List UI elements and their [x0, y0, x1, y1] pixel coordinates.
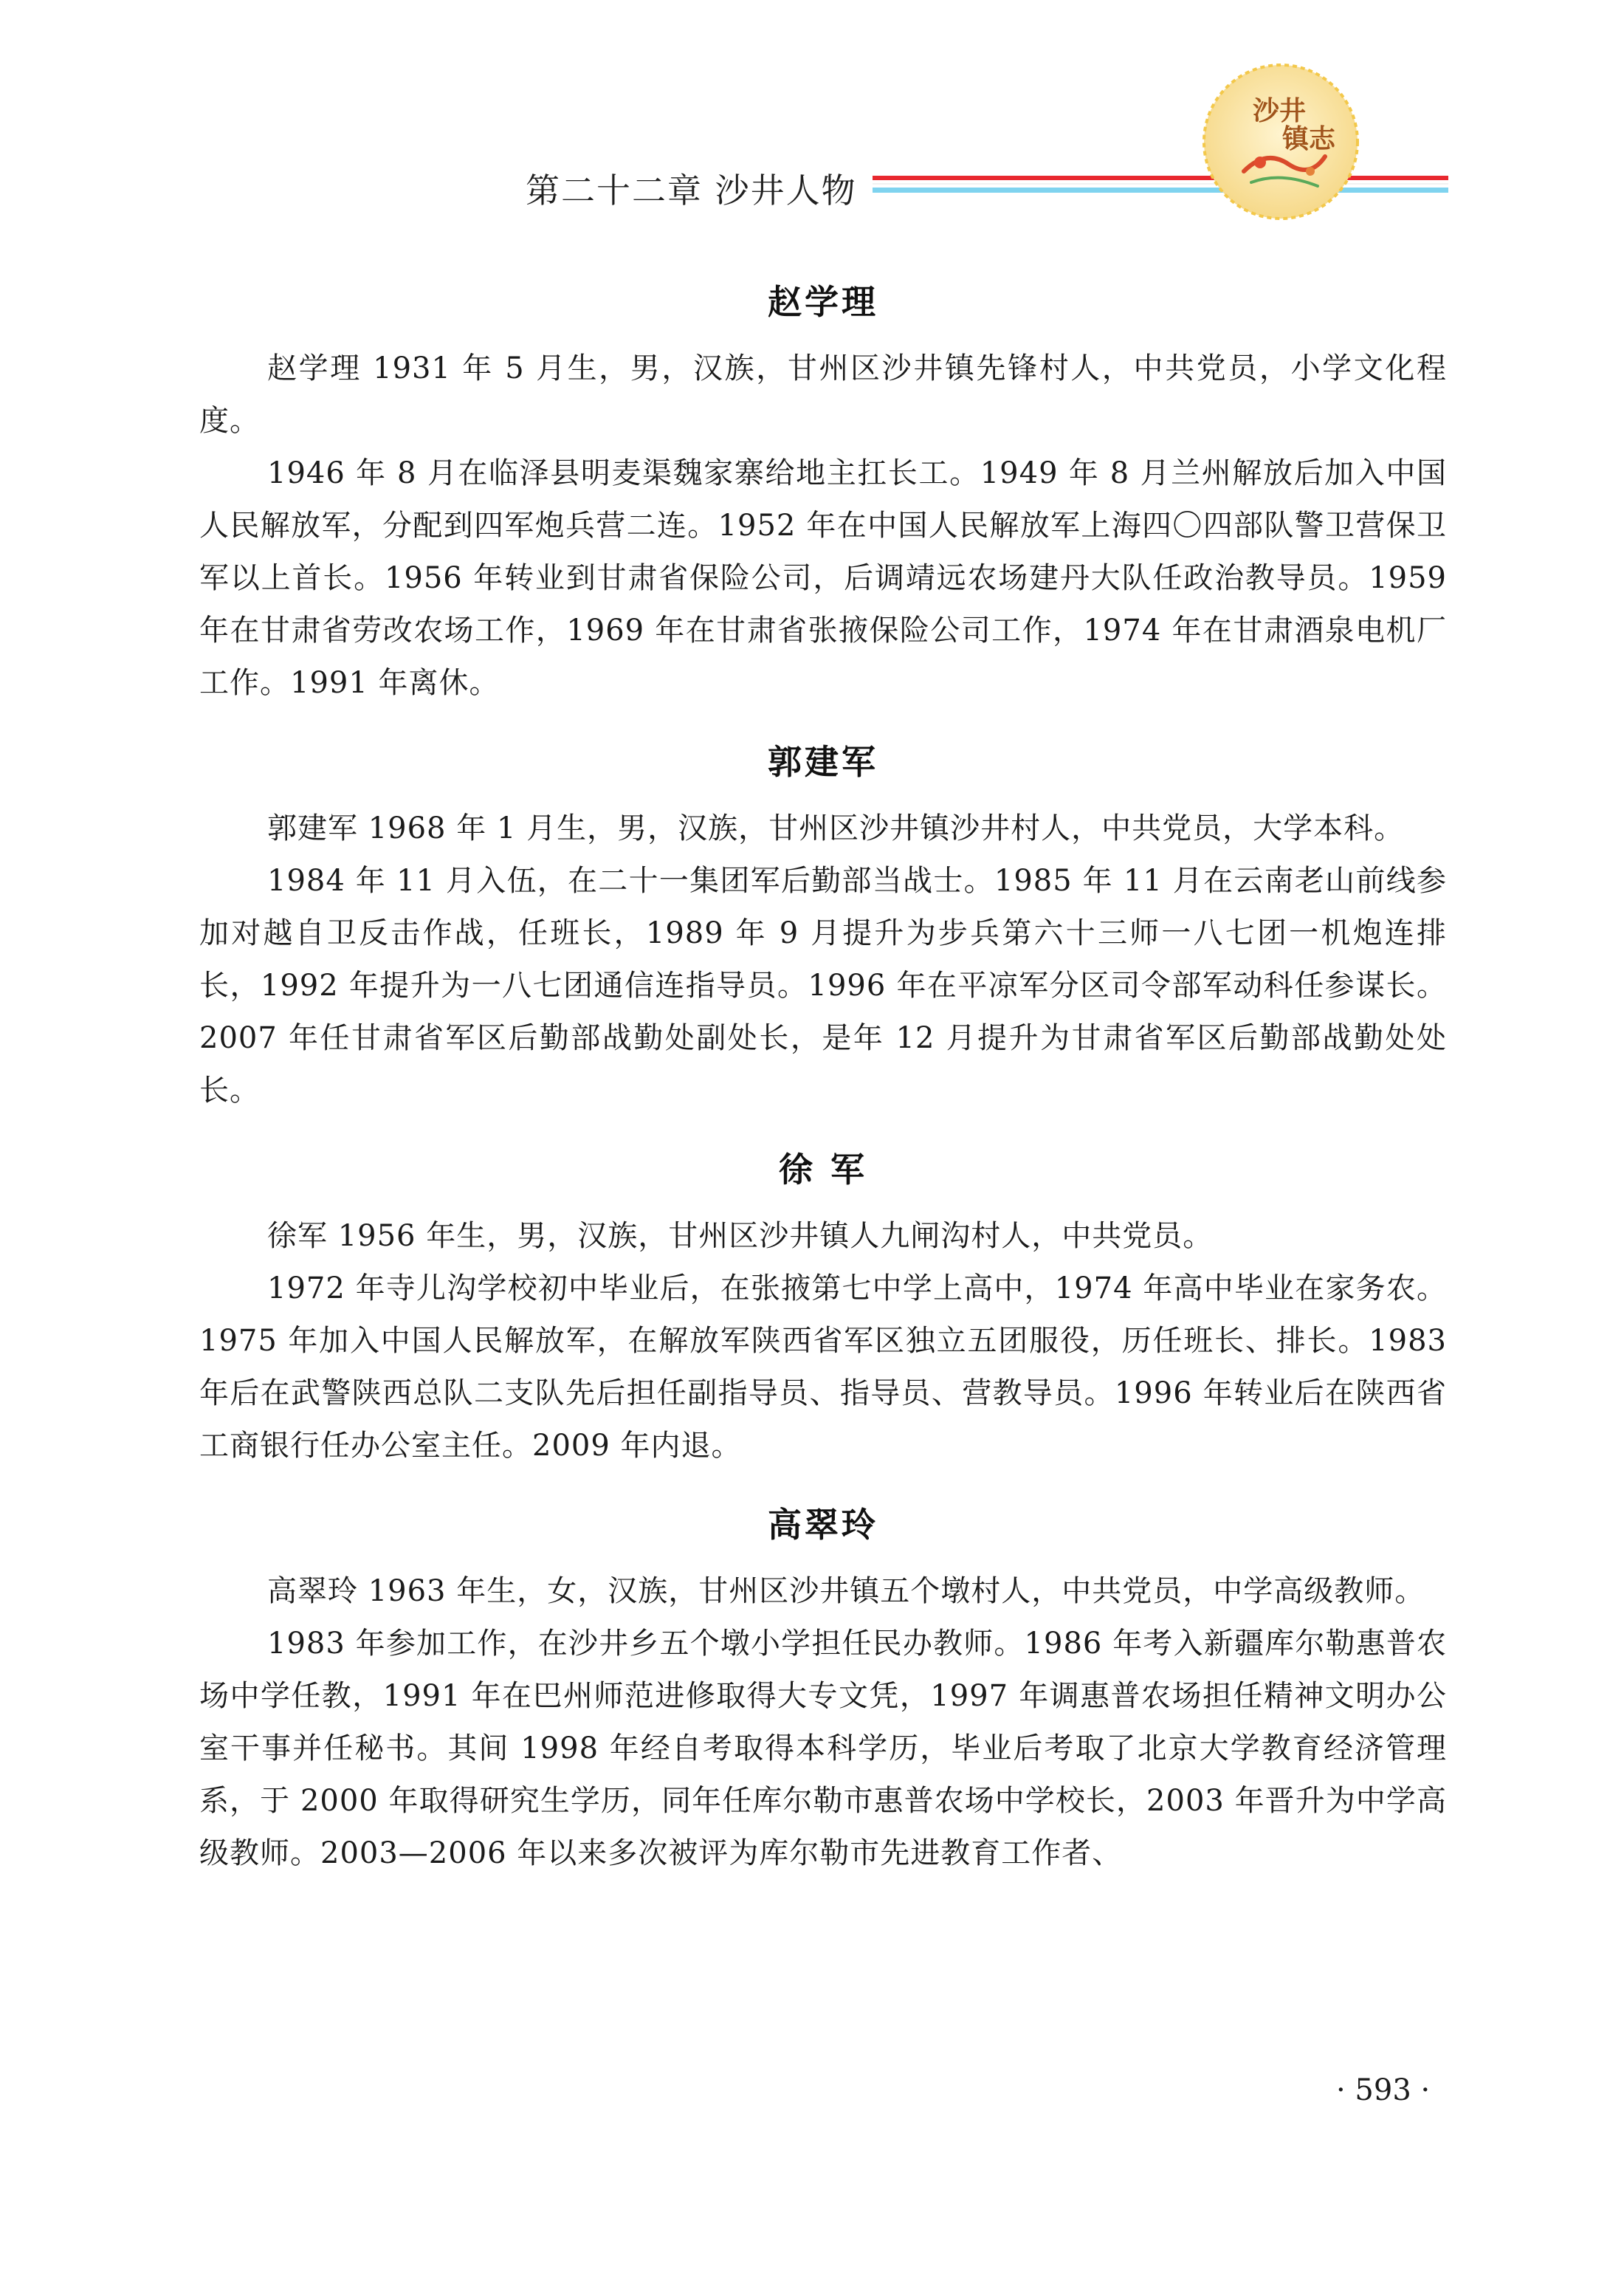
town-gazetteer-badge: [1200, 61, 1362, 223]
header-rule: [873, 176, 1448, 199]
main-content: [199, 275, 1447, 1880]
biography-paragraph: 郭建军 1968 年 1 月生，男，汉族，甘州区沙井镇沙井村人，中共党员，大学本科。: [267, 811, 1405, 845]
biography-section: [199, 1497, 1447, 1880]
biography-paragraph: 高翠玲 1963 年生，女，汉族，甘州区沙井镇五个墩村人，中共党员，中学高级教师。: [267, 1574, 1425, 1608]
biography-paragraph: 1983 年参加工作，在沙井乡五个墩小学担任民办教师。1986 年考入新疆库尔勒惠普农场中学任教，1991 年在巴州师范进修取得大专文凭，1997 年调惠普农场担任精神文明办公室干事并任秘书。其间 1998 年经自考取得本科学历，毕业后考取了北京大学教育经济管理系，于 2000 年取得研究生学历，同年任库尔勒市惠普农场中学校长，2003 年晋升为中学高级教师。2003—2006 年以来多次被评为库尔勒市先进教育工作者、: [199, 1627, 1447, 1870]
biography-section: [199, 735, 1447, 1117]
biography-paragraph: 1972 年寺儿沟学校初中毕业后，在张掖第七中学上高中，1974 年高中毕业在家务农。1975 年加入中国人民解放军，在解放军陕西省军区独立五团服役，历任班长、排长。1983 年后在武警陕西总队二支队先后担任副指导员、指导员、营教导员。1996 年转业后在陕西省工商银行任办公室主任。2009 年内退。: [199, 1271, 1447, 1463]
chapter-title: 第二十二章 沙井人物: [526, 171, 857, 210]
badge-text-top: 沙井: [1253, 95, 1307, 126]
person-name: 赵学理: [768, 282, 878, 322]
person-name: 郭建军: [768, 742, 878, 782]
person-name: 高翠玲: [768, 1505, 878, 1545]
biography-paragraph: 1984 年 11 月入伍，在二十一集团军后勤部当战士。1985 年 11 月在云南老山前线参加对越自卫反击作战，任班长，1989 年 9 月提升为步兵第六十三师一八七团一机炮连排长，1992 年提升为一八七团通信连指导员。1996 年在平凉军分区司令部军动科任参谋长。2007 年任甘肃省军区后勤部战勤处副处长，是年 12 月提升为甘肃省军区后勤部战勤处处长。: [199, 864, 1447, 1108]
biography-section: [199, 275, 1447, 710]
biography-section: [199, 1142, 1447, 1472]
biography-paragraph: 1946 年 8 月在临泽县明麦渠魏家寨给地主扛长工。1949 年 8 月兰州解放后加入中国人民解放军，分配到四军炮兵营二连。1952 年在中国人民解放军上海四〇四部队警卫营保卫军以上首长。1956 年转业到甘肃省保险公司，后调靖远农场建丹大队任政治教导员。1959 年在甘肃省劳改农场工作，1969 年在甘肃省张掖保险公司工作，1974 年在甘肃酒泉电机厂工作。1991 年离休。: [199, 456, 1447, 700]
page-number: · 593 ·: [1336, 2073, 1431, 2107]
badge-text-bottom: 镇志: [1282, 123, 1336, 154]
person-name: 徐 军: [778, 1150, 867, 1189]
biography-paragraph: 徐军 1956 年生，男，汉族，甘州区沙井镇人九闸沟村人，中共党员。: [267, 1219, 1214, 1253]
biography-paragraph: 赵学理 1931 年 5 月生，男，汉族，甘州区沙井镇先锋村人，中共党员，小学文化程度。: [199, 351, 1447, 438]
